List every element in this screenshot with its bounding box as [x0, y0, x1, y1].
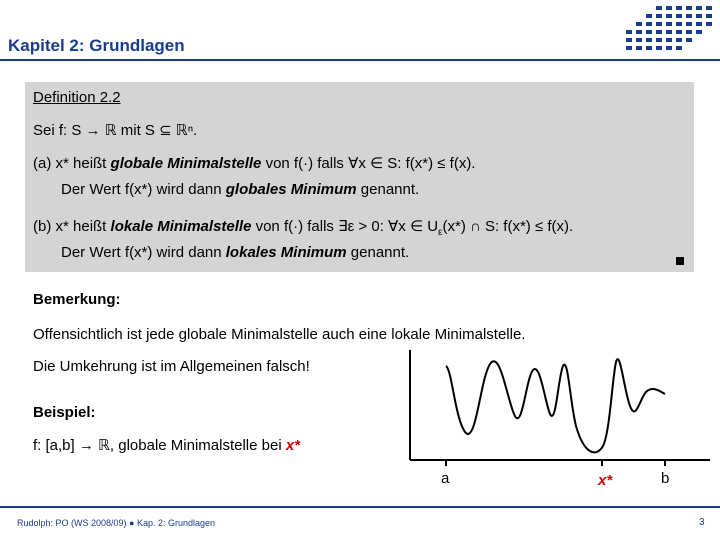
header-rule — [0, 59, 720, 61]
definition-intro: Sei f: S → ℝ mit S ⊆ ℝⁿ. — [33, 122, 198, 139]
function-curve — [446, 359, 665, 452]
footer-citation: Rudolph: PO (WS 2008/09) ● Kap. 2: Grundlagen — [17, 518, 216, 528]
remark-heading: Bemerkung: — [33, 291, 121, 308]
term-local-minimum: lokales Minimum — [225, 244, 347, 261]
plot-label-xstar: x* — [598, 472, 613, 489]
example-global-minimizer: x* — [285, 437, 301, 454]
example-heading: Beispiel: — [33, 404, 96, 421]
plot-label-a: a — [441, 470, 450, 487]
item-a2-prefix: Der Wert f(x*) wird dann — [61, 181, 226, 198]
example-text — [33, 436, 300, 454]
term-global-minimizer: globale Minimalstelle — [110, 155, 262, 172]
definition-item-a-value — [61, 181, 419, 198]
item-a2-suffix: genannt. — [356, 181, 420, 198]
university-logo — [616, 2, 720, 58]
item-b-condition-2: (x*) ∩ S: f(x*) ≤ f(x). — [442, 218, 574, 235]
example-description: f: [a,b] → ℝ, globale Minimalstelle bei — [33, 437, 286, 454]
item-b2-suffix: genannt. — [346, 244, 410, 261]
qed-square-icon — [676, 257, 684, 265]
remark-line-1: Offensichtlich ist jede globale Minimalstelle auch eine lokale Minimalstelle. — [33, 326, 526, 343]
item-b-prefix: (b) x* heißt — [33, 218, 111, 235]
term-local-minimizer: lokale Minimalstelle — [110, 218, 252, 235]
item-a-condition: von f(·) falls ∀x ∈ S: f(x*) ≤ f(x). — [261, 155, 476, 172]
definition-item-b — [33, 217, 573, 238]
item-b-condition-1: von f(·) falls ∃ε > 0: ∀x ∈ U — [251, 218, 439, 235]
page-title: Kapitel 2: Grundlagen — [8, 36, 185, 55]
definition-item-a — [33, 154, 475, 172]
remark-line-2: Die Umkehrung ist im Allgemeinen falsch! — [33, 358, 310, 375]
definition-heading: Definition 2.2 — [33, 89, 121, 106]
epsilon-subscript: ε — [438, 227, 443, 238]
footer-rule — [0, 506, 720, 508]
plot-label-b: b — [661, 470, 670, 487]
definition-item-b-value — [61, 244, 409, 261]
item-b2-prefix: Der Wert f(x*) wird dann — [61, 244, 226, 261]
page-number: 3 — [699, 517, 705, 528]
term-global-minimum: globales Minimum — [225, 181, 357, 198]
item-a-prefix: (a) x* heißt — [33, 155, 111, 172]
